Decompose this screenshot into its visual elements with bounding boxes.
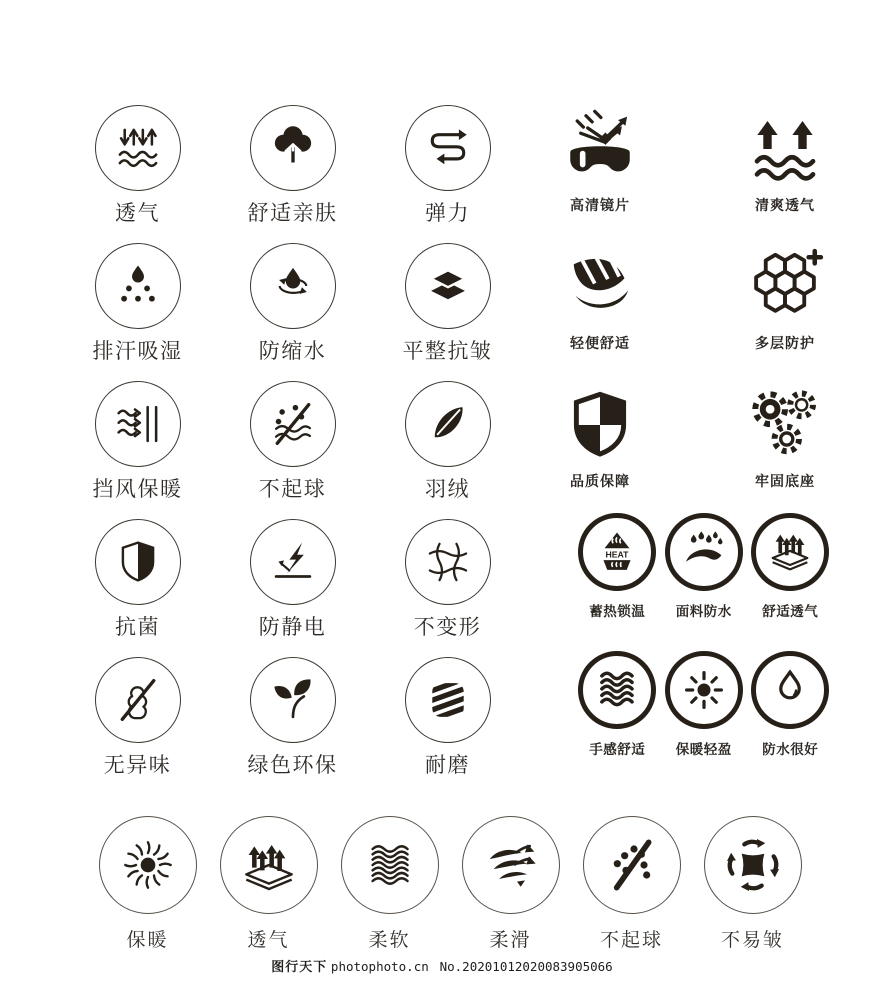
- no-odor-icon: [109, 671, 167, 729]
- anti-shrink-icon: [264, 257, 322, 315]
- antibacterial-shield-icon: [95, 519, 181, 605]
- feature-label: 蓄热锁温: [589, 604, 646, 619]
- cotton-icon: [250, 105, 336, 191]
- feature-label: 保暖: [126, 930, 169, 951]
- feature-label: 耐磨: [425, 754, 470, 777]
- feature-label: 多层防护: [755, 335, 815, 351]
- feature-label: 无异味: [103, 754, 172, 777]
- heat-icon: [578, 513, 656, 591]
- feature-item: [747, 513, 834, 651]
- sweat-wicking-icon: [109, 257, 167, 315]
- feature-item: [215, 105, 370, 243]
- light-leaf-icon: [552, 243, 648, 331]
- feature-item: [60, 105, 215, 243]
- mesh-icon: [405, 519, 491, 605]
- feature-label: 挡风保暖: [92, 478, 183, 501]
- rotate-square-icon: [721, 833, 785, 897]
- feature-label: 透气: [247, 930, 290, 951]
- windproof-icon: [109, 395, 167, 453]
- water-drop-icon: [751, 651, 829, 729]
- feature-label: 不起球: [258, 478, 327, 501]
- flat-layers-icon: [405, 243, 491, 329]
- rotate-square-icon: [704, 816, 802, 914]
- elastic-icon: [405, 105, 491, 191]
- feature-label: 清爽透气: [755, 197, 815, 213]
- no-pilling-icon: [264, 395, 322, 453]
- fresh-breathe-icon: [743, 107, 827, 191]
- smooth-strokes-icon: [462, 816, 560, 914]
- sweat-wicking-icon: [95, 243, 181, 329]
- feature-label: 弹力: [425, 202, 470, 225]
- feature-label: 面料防水: [675, 604, 732, 619]
- mesh-icon: [419, 533, 477, 591]
- breathe-arrows-icon: [95, 105, 181, 191]
- dots-slash-icon: [583, 816, 681, 914]
- watermark-brand: 图行天下: [271, 959, 328, 974]
- feature-item: [215, 657, 370, 795]
- feature-item: [571, 816, 692, 952]
- abrasion-icon: [405, 657, 491, 743]
- feature-column-right: [540, 105, 845, 519]
- watermark-footer: [0, 956, 884, 975]
- honeycomb-icon: [743, 245, 827, 329]
- feature-item: [370, 243, 525, 381]
- feature-label: 平整抗皱: [402, 340, 493, 363]
- feature-item: [329, 816, 450, 952]
- hd-lens-icon: [552, 105, 648, 193]
- feature-label: 防水很好: [762, 742, 819, 757]
- gears-icon: [743, 383, 827, 467]
- soft-waves-thick-icon: [578, 651, 656, 729]
- feature-item: [60, 657, 215, 795]
- feature-item: [540, 105, 660, 243]
- feature-item: [215, 243, 370, 381]
- feature-item: [215, 381, 370, 519]
- eco-sprout-icon: [264, 671, 322, 729]
- feature-label: 透气: [115, 202, 160, 225]
- feature-label: 保暖轻盈: [675, 742, 732, 757]
- feature-label: 高清镜片: [570, 197, 630, 213]
- quality-shield-icon: [558, 383, 642, 467]
- feature-item: [370, 519, 525, 657]
- feature-label: 舒适亲肤: [247, 202, 338, 225]
- anti-static-icon: [264, 533, 322, 591]
- feature-item: [540, 243, 660, 381]
- sun-rays-icon: [99, 816, 197, 914]
- feature-label: 不变形: [413, 616, 482, 639]
- feature-label: 品质保障: [570, 473, 630, 489]
- feature-item: [725, 243, 845, 381]
- feature-label: 不易皱: [720, 930, 784, 951]
- feature-item: [661, 513, 748, 651]
- layer-breathe-icon: [764, 526, 816, 578]
- feature-label: 抗菌: [115, 616, 160, 639]
- anti-static-icon: [250, 519, 336, 605]
- cotton-icon: [264, 119, 322, 177]
- fabric-waterproof-icon: [678, 526, 730, 578]
- feature-item: [725, 381, 845, 519]
- down-feather-icon: [405, 381, 491, 467]
- feature-label: 牢固底座: [755, 473, 815, 489]
- dots-slash-icon: [600, 833, 664, 897]
- feature-item: [450, 816, 571, 952]
- anti-shrink-icon: [250, 243, 336, 329]
- arrow-layer-icon: [237, 833, 301, 897]
- feature-label: 柔滑: [489, 930, 532, 951]
- feature-item: [370, 381, 525, 519]
- feature-label: 羽绒: [425, 478, 470, 501]
- soft-waves-icon: [341, 816, 439, 914]
- feature-label: 手感舒适: [589, 742, 646, 757]
- feature-item: [540, 381, 660, 519]
- heat-icon: [591, 526, 643, 578]
- feature-item: [725, 105, 845, 243]
- quality-shield-icon: [552, 381, 648, 469]
- elastic-icon: [419, 119, 477, 177]
- feature-item: [60, 243, 215, 381]
- sun-rays-icon: [116, 833, 180, 897]
- antibacterial-shield-icon: [109, 533, 167, 591]
- feature-item: [370, 657, 525, 795]
- feature-label: 绿色环保: [247, 754, 338, 777]
- watermark-site: photophoto.cn: [330, 959, 429, 974]
- feature-label: 防缩水: [258, 340, 327, 363]
- feature-item: [60, 519, 215, 657]
- watermark-number: No.20201012020083905066: [439, 959, 613, 974]
- feature-item: [661, 651, 748, 789]
- feature-item: [574, 513, 661, 651]
- feature-label: 舒适透气: [762, 604, 819, 619]
- soft-waves-icon: [358, 833, 422, 897]
- feature-item: [692, 816, 813, 952]
- breathe-arrows-icon: [109, 119, 167, 177]
- feature-item: [60, 381, 215, 519]
- fresh-breathe-icon: [737, 105, 833, 193]
- feature-item: [215, 519, 370, 657]
- flat-layers-icon: [419, 257, 477, 315]
- feature-item: [208, 816, 329, 952]
- feature-label: 不起球: [599, 930, 663, 951]
- eco-sprout-icon: [250, 657, 336, 743]
- soft-waves-thick-icon: [591, 664, 643, 716]
- icon-grid-left: [60, 105, 525, 795]
- light-leaf-icon: [558, 245, 642, 329]
- no-pilling-icon: [250, 381, 336, 467]
- windproof-icon: [95, 381, 181, 467]
- feature-item: [87, 816, 208, 952]
- gears-icon: [737, 381, 833, 469]
- feature-label: 轻便舒适: [570, 335, 630, 351]
- arrow-layer-icon: [220, 816, 318, 914]
- sun-icon: [678, 664, 730, 716]
- honeycomb-icon: [737, 243, 833, 331]
- feature-label: 排汗吸湿: [92, 340, 183, 363]
- svg-text:HEAT: HEAT: [605, 549, 629, 560]
- feature-label: 柔软: [368, 930, 411, 951]
- sun-icon: [665, 651, 743, 729]
- abrasion-icon: [419, 671, 477, 729]
- feature-item: [747, 651, 834, 789]
- smooth-strokes-icon: [479, 833, 543, 897]
- hd-lens-icon: [558, 107, 642, 191]
- bottom-icon-row: [87, 816, 813, 952]
- feature-label: 防静电: [258, 616, 327, 639]
- layer-breathe-icon: [751, 513, 829, 591]
- feature-item: [574, 651, 661, 789]
- water-drop-icon: [764, 664, 816, 716]
- ring-feature-grid: [574, 513, 834, 789]
- fabric-waterproof-icon: [665, 513, 743, 591]
- no-odor-icon: [95, 657, 181, 743]
- feature-item: [370, 105, 525, 243]
- down-feather-icon: [419, 395, 477, 453]
